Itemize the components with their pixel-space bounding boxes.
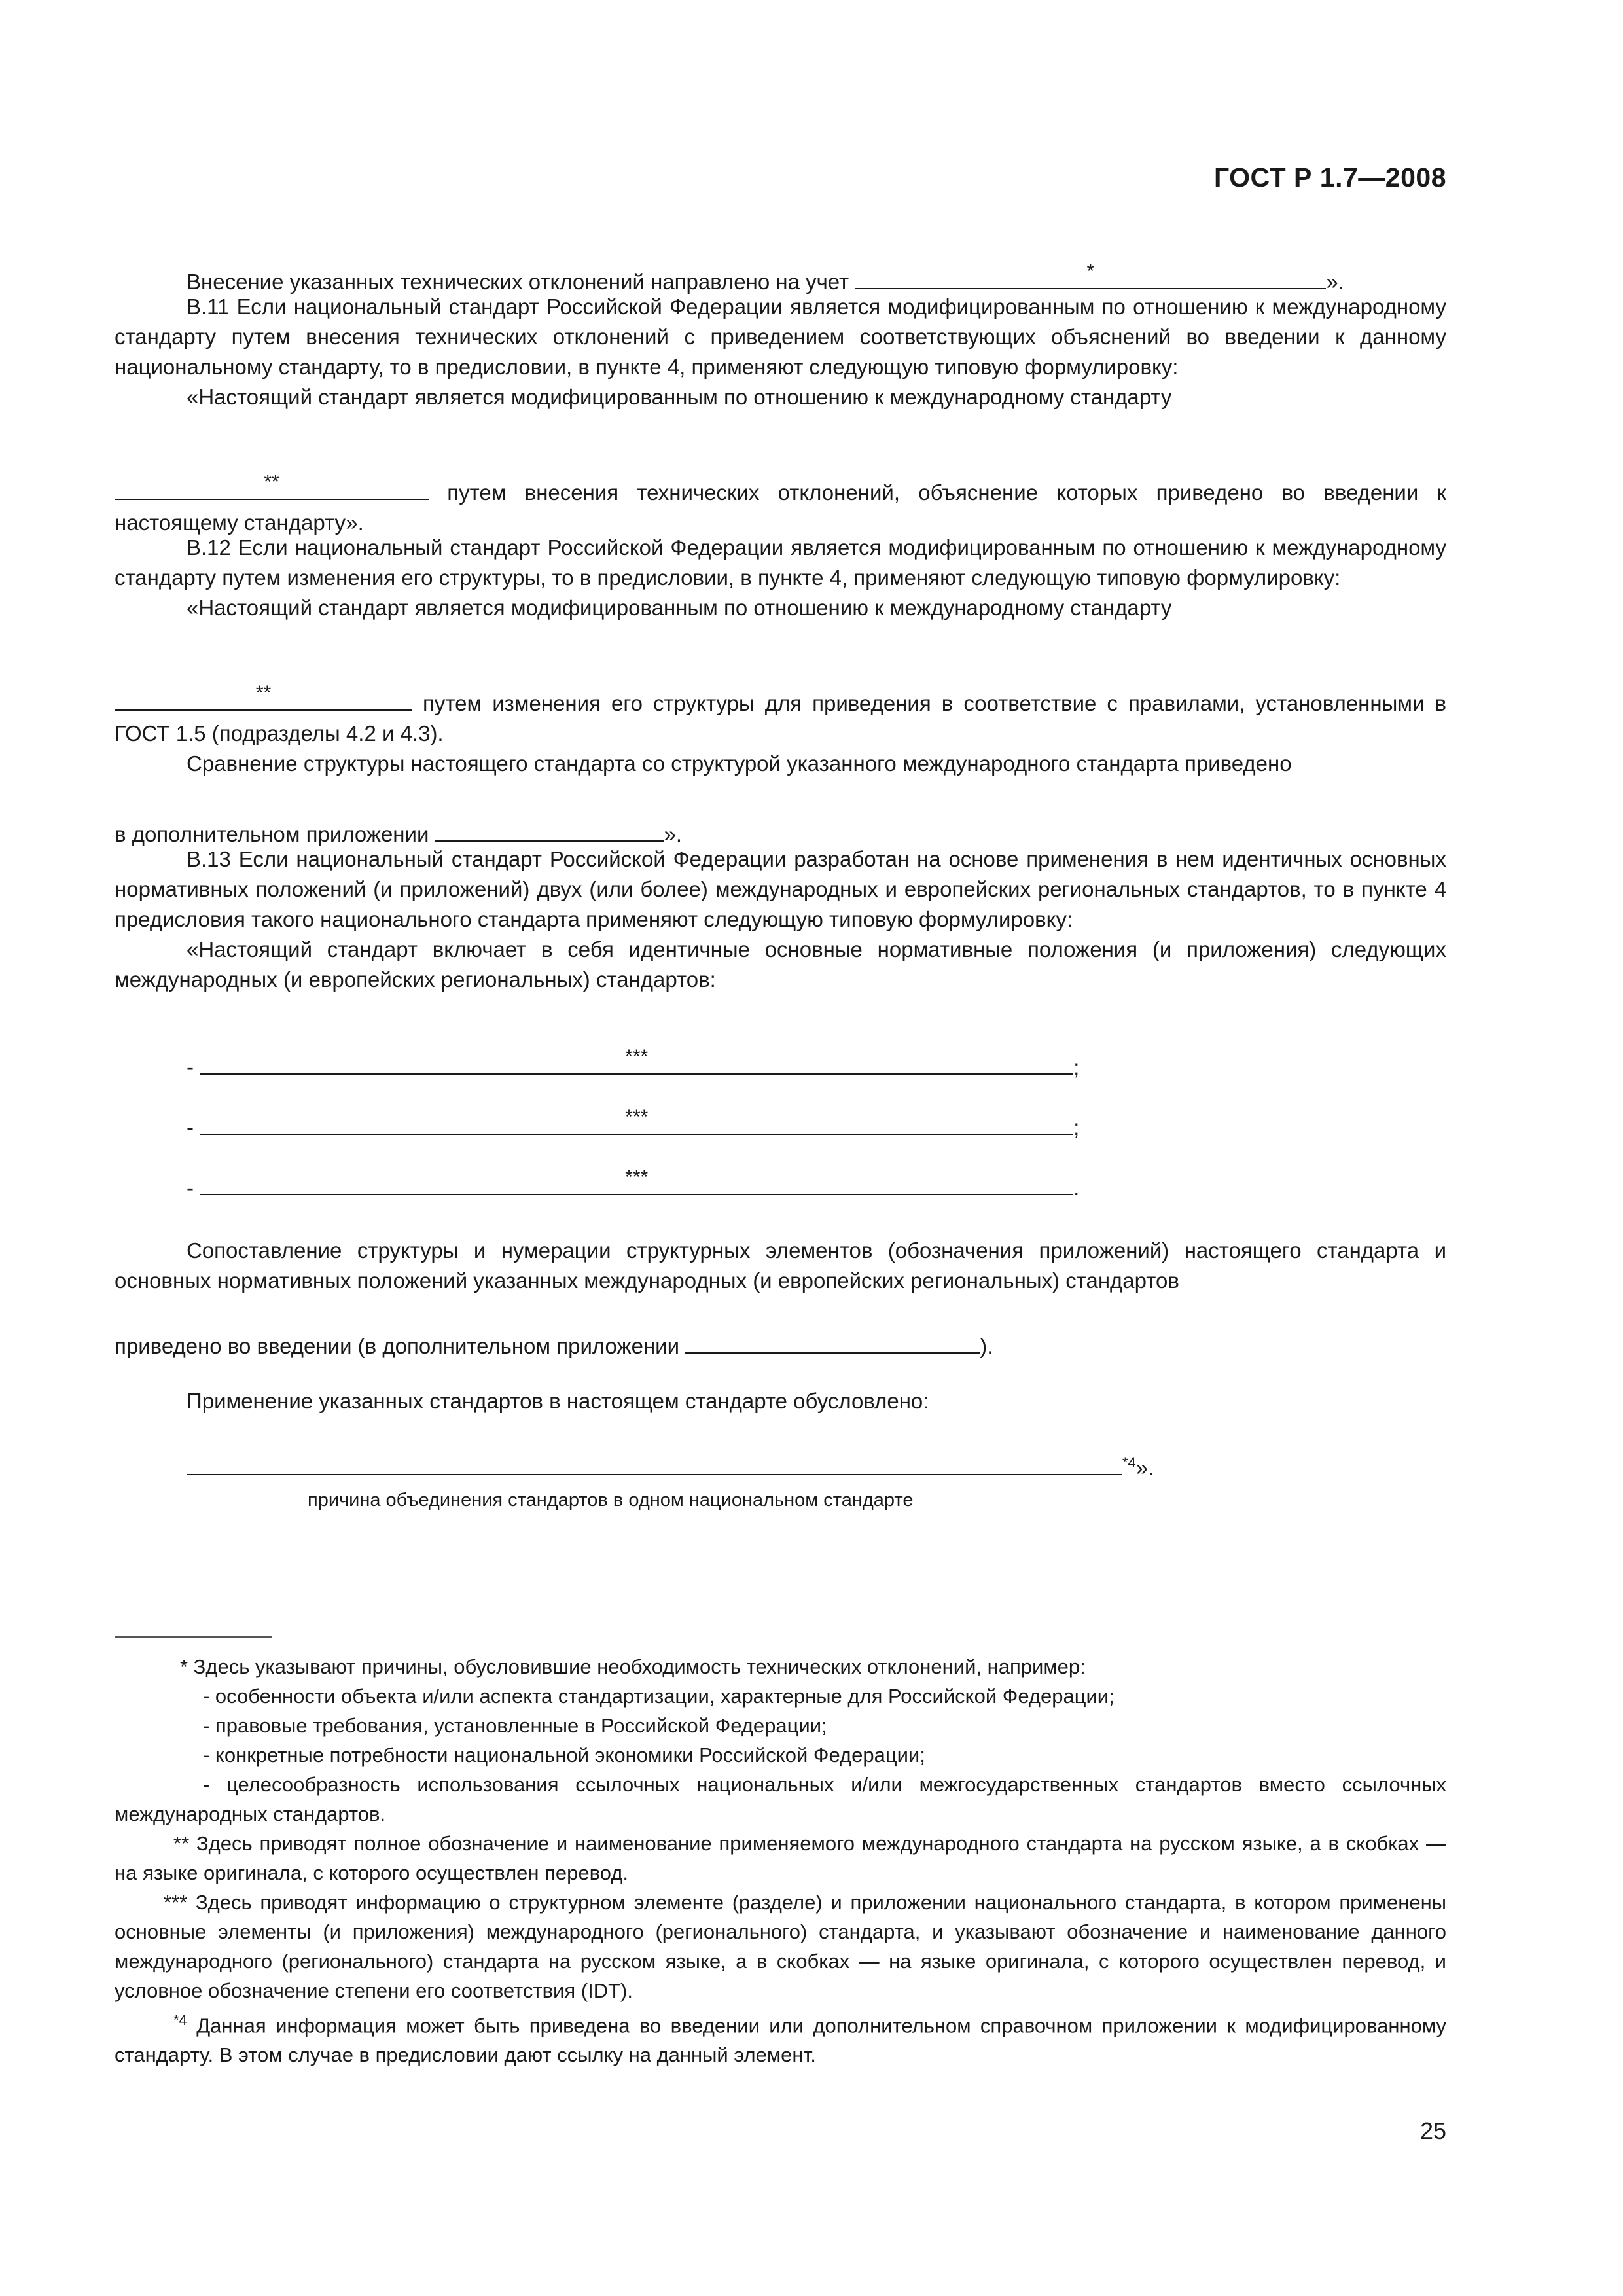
footnote-4-text: Данная информация может быть приведена во введении или дополнительном справочном приложении к модифицированному стандарту. В этом случае в предисловии дают ссылку на данный элемент. <box>115 2014 1446 2067</box>
section-b13 <box>115 844 1446 995</box>
standard-entry <box>115 1047 1446 1083</box>
quote-b11-body <box>115 473 1446 538</box>
footnote-1: * Здесь указывают причины, обусловившие необходимость технических отклонений, например: <box>180 1655 1086 1678</box>
quote-b13: «Настоящий стандарт включает в себя идентичные основные нормативные положения (и приложения) следующих международных (и европейских региональных) стандартов: <box>115 937 1446 992</box>
introduction-line <box>115 1326 1446 1361</box>
blank-field <box>855 262 1326 289</box>
comparison-text: Сравнение структуры настоящего стандарта со структурой указанного международного стандарта приведено <box>187 751 1292 776</box>
intro-text: Внесение указанных технических отклонений направлено на учет <box>187 270 849 294</box>
appendix-text: в дополнительном приложении <box>115 822 429 846</box>
blank-field <box>200 1107 1073 1135</box>
standard-entry <box>115 1168 1446 1203</box>
blank-field <box>685 1326 980 1354</box>
mapping-section <box>115 1236 1446 1296</box>
field-caption: причина объединения стандартов в одном национальном стандарте <box>308 1490 914 1511</box>
footnote-marker: *4 <box>1122 1454 1136 1471</box>
footnote-marker: * <box>1086 260 1095 282</box>
footnote-4 <box>115 2005 1446 2070</box>
blank-field <box>115 473 429 500</box>
footnote-1-item: - конкретные потребности национальной экономики Российской Федерации; <box>203 1744 925 1767</box>
line-end: . <box>1073 1175 1080 1200</box>
footnote-marker: *4 <box>173 2012 187 2028</box>
standard-entry <box>115 1107 1446 1143</box>
quote-b11-text: путем внесения технических отклонений, объяснение которых приведено во введении к настоящему стандарту». <box>115 480 1446 535</box>
reason-line <box>115 1448 1446 1483</box>
quote-b12: «Настоящий стандарт является модифицированным по отношению к международному стандарту <box>187 596 1172 620</box>
section-b12 <box>115 533 1446 623</box>
quote-b11-continuation <box>115 473 1446 538</box>
blank-field <box>200 1047 1073 1075</box>
section-b11 <box>115 292 1446 412</box>
line-end: ; <box>1073 1115 1080 1139</box>
line-end: ». <box>1135 1456 1154 1480</box>
footnote-1-item: - особенности объекта и/или аспекта стандартизации, характерные для Российской Федерации; <box>203 1685 1115 1708</box>
introduction-text: приведено во введении (в дополнительном приложении <box>115 1334 680 1358</box>
mapping-text: Сопоставление структуры и нумерации структурных элементов (обозначения приложений) настоящего стандарта и основных нормативных положений указанных международных (и европейских региональных) стандартов <box>115 1238 1446 1293</box>
footnotes <box>115 1652 1446 2070</box>
document-code-header: ГОСТ Р 1.7—2008 <box>1213 162 1446 192</box>
footnote-marker: ** <box>255 682 272 704</box>
line-end: ; <box>1073 1055 1080 1079</box>
page-number: 25 <box>1419 2117 1446 2144</box>
list-dash: - <box>187 1115 194 1139</box>
quote-b12-text: путем изменения его структуры для приведения в соответствие с правилами, установленными в ГОСТ 1.5 (подразделы 4.2 и 4.3). <box>115 691 1446 745</box>
footnote-marker: ** <box>264 471 279 493</box>
paragraph-b12: В.12 Если национальный стандарт Российской Федерации является модифицированным по отношению к международному стандарту путем изменения его структуры, то в предисловии, в пункте 4, применяют следующую типовую формулировку: <box>115 535 1446 590</box>
application-line <box>115 1386 1446 1416</box>
blank-field <box>435 814 664 842</box>
footnote-1-item: - целесообразность использования ссылочных национальных и/или межгосударственных стандартов вместо ссылочных международных стандартов. <box>115 1773 1446 1825</box>
quote-b12-continuation <box>115 683 1446 779</box>
footnote-1-item: - правовые требования, установленные в Российской Федерации; <box>203 1714 827 1737</box>
quote-b11: «Настоящий стандарт является модифицированным по отношению к международному стандарту <box>187 385 1172 409</box>
footnote-divider <box>115 1636 272 1638</box>
list-dash: - <box>187 1055 194 1079</box>
line-end: ». <box>1326 270 1344 294</box>
footnote-marker: *** <box>625 1046 649 1067</box>
blank-field <box>200 1168 1073 1195</box>
footnote-2: ** Здесь приводят полное обозначение и наименование применяемого международного стандарта на русском языке, а в скобках — на языке оригинала, с которого осуществлен перевод. <box>115 1832 1446 1884</box>
paragraph-b13: В.13 Если национальный стандарт Российской Федерации разработан на основе применения в нем идентичных основных нормативных положений (и приложений) двух (или более) международных и европейских региональных стандартов, то в пункте 4 предисловия такого национального стандарта применяют следующую типовую формулировку: <box>115 847 1446 931</box>
paragraph-b11: В.11 Если национальный стандарт Российской Федерации является модифицированным по отношению к международному стандарту путем внесения технических отклонений с приведением соответствующих объяснений во введении к данному национальному стандарту, то в предисловии, в пункте 4, применяют следующую типовую формулировку: <box>115 295 1446 379</box>
line-end: ). <box>980 1334 993 1358</box>
list-dash: - <box>187 1175 194 1200</box>
footnote-3: *** Здесь приводят информацию о структурном элементе (разделе) и приложении национального стандарта, в котором применены основные элементы (и приложения) международного (регионального) стандарта, и указывают обозначение и наименование данного международного (регионального) стандарта на русском языке, а в скобках — на языке оригинала, с которого осуществлен перевод, и условное обозначение степени его соответствия (IDT). <box>115 1891 1446 2002</box>
quote-b12-body <box>115 683 1446 749</box>
application-text: Применение указанных стандартов в настоящем стандарте обусловлено: <box>187 1389 929 1413</box>
footnote-marker: *** <box>625 1106 649 1128</box>
line-end: ». <box>664 822 683 846</box>
blank-field <box>187 1448 1122 1475</box>
blank-field <box>115 683 412 711</box>
footnote-marker: *** <box>625 1166 649 1188</box>
